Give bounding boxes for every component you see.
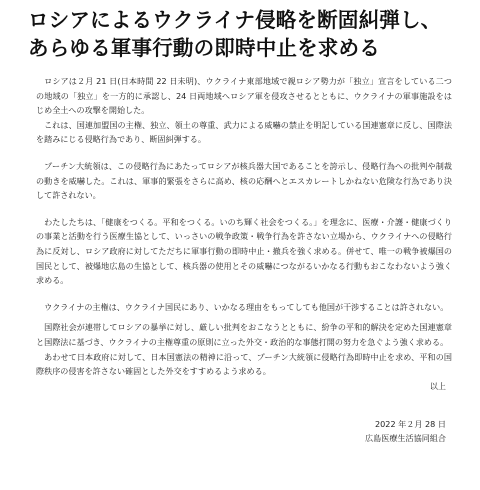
paragraph-international-community: 国際社会が連帯してロシアの暴挙に対し、厳しい批判をおこなうとともに、紛争の平和的解決を定めた国連憲章と国際法に基づき、ウクライナの主権尊重の原則に立った外交・政治的な事態打開の努力を急ぐよう強く求める。: [36, 322, 452, 347]
paragraph-sovereignty: ウクライナの主権は、ウクライナ国民にあり、いかなる理由をもってしても他国が干渉することは許されない。: [44, 301, 449, 312]
document-date: 2022 年２月 28 日: [375, 419, 446, 430]
title-line-1: ロシアによるウクライナ侵略を断固糾弾し、: [28, 8, 442, 32]
document-title: [28, 0, 452, 62]
title-line-2: あらゆる軍事行動の即時中止を求める: [28, 36, 380, 60]
paragraph-un-charter: これは、国連加盟国の主権、独立、領土の尊重、武力による威嚇の禁止を明記している国連憲章に反し、国際法を踏みにじる侵略行為であり、断固糾弾する。: [36, 119, 452, 145]
paragraph-japan-government: あわせて日本政府に対して、日本国憲法の精神に沿って、プーチン大統領に侵略行為即時中止を求め、平和の国際秩序の侵害を許さない確固とした外交をすすめるよう求める。: [36, 351, 452, 377]
closing-mark: 以上: [429, 380, 446, 391]
paragraph-nuclear-threat: プーチン大統領は、この侵略行為にあたってロシアが核兵器大国であることを誇示し、侵略行為への批判や制裁の動きを威嚇した。これは、軍事的緊張をさらに高め、核の応酬へとエスカレートしかねない危険な行為であり決して許されない。: [36, 160, 452, 201]
paragraph-invasion-summary: ロシアは２月 21 日(日本時間 22 日未明)、ウクライナ東部地域で親ロシア勢力が「独立」宣言をしている二つの地域の「独立」を一方的に承認し、24 日両地域へロシア軍を侵攻させるとともに、ウクライナの軍事施設をはじめ全土への攻撃を開始した。: [36, 76, 452, 116]
paragraph-coop-position: わたしたちは、「健康をつくる。平和をつくる。いのち輝く社会をつくる。」を理念に、医療・介護・健康づくりの事業と活動を行う医療生協として、いっさいの戦争政策・戦争行為を許さない立場から、ウクライナへの侵略行為に反対し、ロシア政府に対してただちに軍事行動の即時中止・撤兵を強く求める。併せて、唯一の戦争被爆国の国民として、被爆地広島の生協として、核兵器の使用とその威嚇につながるいかなる行動もおこなわないよう強く求める。: [36, 216, 452, 286]
document-body: [28, 74, 452, 445]
organization-name: 広島医療生活協同組合: [365, 433, 446, 444]
